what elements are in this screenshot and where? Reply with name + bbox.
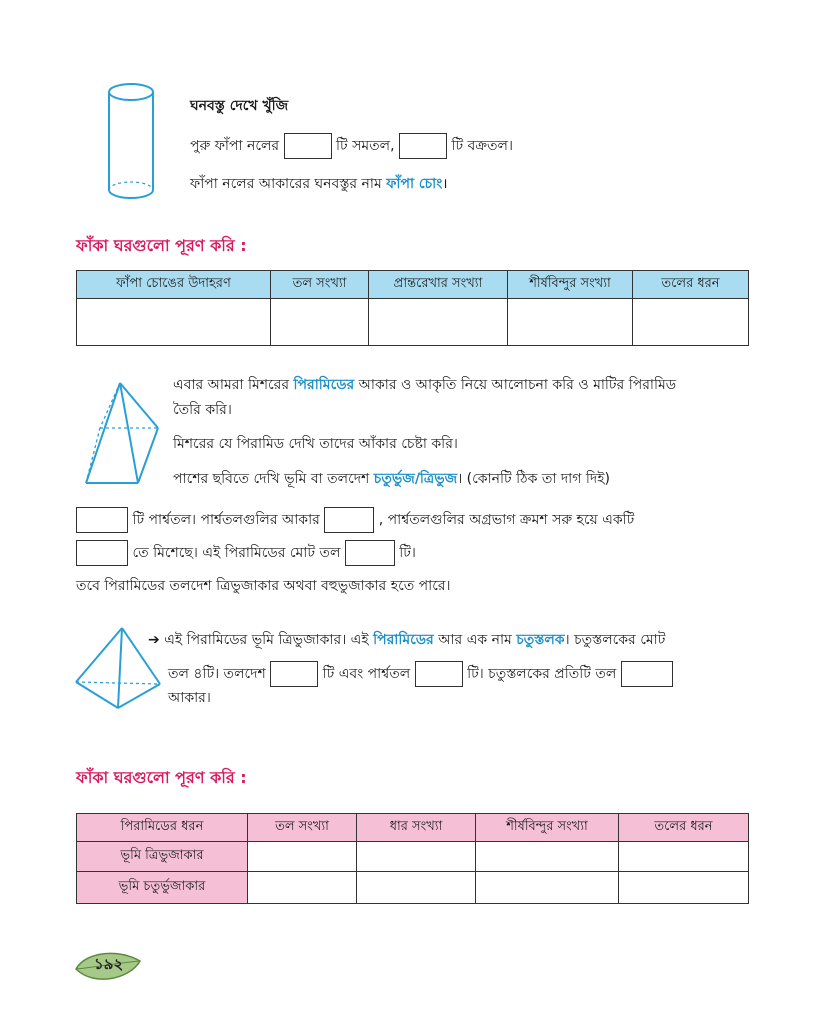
tetrahedron-line3: আকার। [168, 690, 211, 706]
highlight-term: পিরামিডের [293, 377, 355, 393]
tetra-text: আর এক নাম [438, 632, 512, 648]
table-row-label: ভূমি ত্রিভুজাকার [77, 842, 248, 872]
pyramid-intro-line [173, 377, 676, 394]
table-cell[interactable] [248, 872, 357, 904]
tetra-text: টি এবং পার্শ্বতল [322, 666, 411, 682]
arrow-icon: ➔ [148, 632, 160, 648]
table-cell[interactable] [633, 299, 749, 346]
table-cell[interactable] [357, 842, 476, 872]
table-cell[interactable] [77, 299, 271, 346]
face-shape-box[interactable] [621, 661, 673, 687]
table-cell[interactable] [476, 842, 619, 872]
table-header: তল সংখ্যা [248, 814, 357, 842]
table-header: পিরামিডের ধরন [77, 814, 248, 842]
highlight-term: পিরামিডের [373, 632, 434, 648]
lateral-faces-line [76, 507, 634, 533]
table-cell[interactable] [619, 842, 749, 872]
highlight-term: ফাঁপা চোং [386, 176, 443, 192]
cylinder-name-text: । [442, 176, 448, 192]
table-cell[interactable] [271, 299, 369, 346]
cylinder-line-text: টি সমতল, [336, 138, 395, 154]
lateral-faces-count-box[interactable] [76, 507, 128, 533]
lateral-count-box[interactable] [415, 661, 463, 687]
table-cell[interactable] [369, 299, 508, 346]
page-number: ১৯২ [94, 955, 124, 973]
tetra-text: এই পিরামিডের ভূমি ত্রিভুজাকার। এই [164, 632, 369, 648]
cylinder-line-text: টি বক্রতল। [451, 138, 513, 154]
table-header: ফাঁপা চোঙের উদাহরণ [77, 271, 271, 299]
tetra-text: টি। চতুস্তলকের প্রতিটি তল [467, 666, 617, 682]
table-header: তলের ধরন [633, 271, 749, 299]
pyramid-text: তে মিশেছে। এই পিরামিডের মোট তল [132, 545, 341, 561]
flat-faces-input-box[interactable] [284, 133, 332, 159]
cylinder-name-line [190, 176, 448, 193]
table-cell[interactable] [508, 299, 633, 346]
table-cell[interactable] [248, 842, 357, 872]
table-cell[interactable] [619, 872, 749, 904]
table-cell[interactable] [476, 872, 619, 904]
curved-faces-input-box[interactable] [399, 133, 447, 159]
pyramid-table [76, 813, 749, 904]
cylinder-line-text: পুরু ফাঁপা নলের [190, 138, 280, 154]
pyramid-draw-line: মিশরের যে পিরামিড দেখি তাদের আঁকার চেষ্টা করি। [173, 436, 458, 452]
fill-blanks-heading-2: ফাঁকা ঘরগুলো পূরণ করি : [76, 768, 247, 787]
table-header: তলের ধরন [619, 814, 749, 842]
table-header: শীর্ষবিন্দুর সংখ্যা [508, 271, 633, 299]
tetrahedron-line2 [168, 661, 673, 687]
pyramid-text: । (কোনটি ঠিক তা দাগ দিই) [457, 471, 610, 487]
tetra-text: তল ৪টি। তলদেশ [168, 666, 266, 682]
hollow-cylinder-figure [100, 80, 162, 206]
highlight-term: চতুস্তলক [516, 632, 565, 648]
table-header: প্রান্তরেখার সংখ্যা [369, 271, 508, 299]
pyramid-text: এবার আমরা মিশরের [173, 377, 290, 393]
apex-line [76, 540, 416, 566]
cylinder-faces-line [190, 133, 513, 159]
pyramid-intro-line2: তৈরি করি। [173, 402, 232, 418]
pyramid-text: টি। [399, 545, 416, 561]
highlight-term[interactable]: চতুর্ভুজ/ত্রিভুজ [373, 471, 458, 487]
hollow-cylinder-table [76, 270, 749, 346]
table-row-label: ভূমি চতুর্ভুজাকার [77, 872, 248, 904]
tetra-text: । চতুস্তলকের মোট [564, 632, 666, 648]
table-cell[interactable] [357, 872, 476, 904]
table-header: ধার সংখ্যা [357, 814, 476, 842]
pyramid-text: পাশের ছবিতে দেখি ভূমি বা তলদেশ [173, 471, 370, 487]
section-title: ঘনবস্তু দেখে খুঁজি [190, 98, 289, 114]
fill-blanks-heading: ফাঁকা ঘরগুলো পূরণ করি : [76, 236, 247, 255]
pyramid-text: , পার্শ্বতলগুলির অগ্রভাগ ক্রমশ সরু হয়ে একটি [378, 512, 635, 528]
tetrahedron-line1 [148, 632, 665, 649]
square-pyramid-figure [76, 378, 166, 490]
lateral-faces-shape-box[interactable] [324, 507, 374, 533]
apex-point-box[interactable] [76, 540, 128, 566]
pyramid-base-note: তবে পিরামিডের তলদেশ ত্রিভুজাকার অথবা বহুভুজাকার হতে পারে। [76, 578, 451, 594]
total-faces-box[interactable] [345, 540, 395, 566]
pyramid-base-line [173, 471, 610, 488]
table-header: তল সংখ্যা [271, 271, 369, 299]
table-header: শীর্ষবিন্দুর সংখ্যা [476, 814, 619, 842]
base-count-box[interactable] [270, 661, 318, 687]
cylinder-name-text: ফাঁপা নলের আকারের ঘনবস্তুর নাম [190, 176, 382, 192]
pyramid-text: আকার ও আকৃতি নিয়ে আলোচনা করি ও মাটির পিরামিড [358, 377, 677, 393]
pyramid-text: টি পার্শ্বতল। পার্শ্বতলগুলির আকার [132, 512, 320, 528]
